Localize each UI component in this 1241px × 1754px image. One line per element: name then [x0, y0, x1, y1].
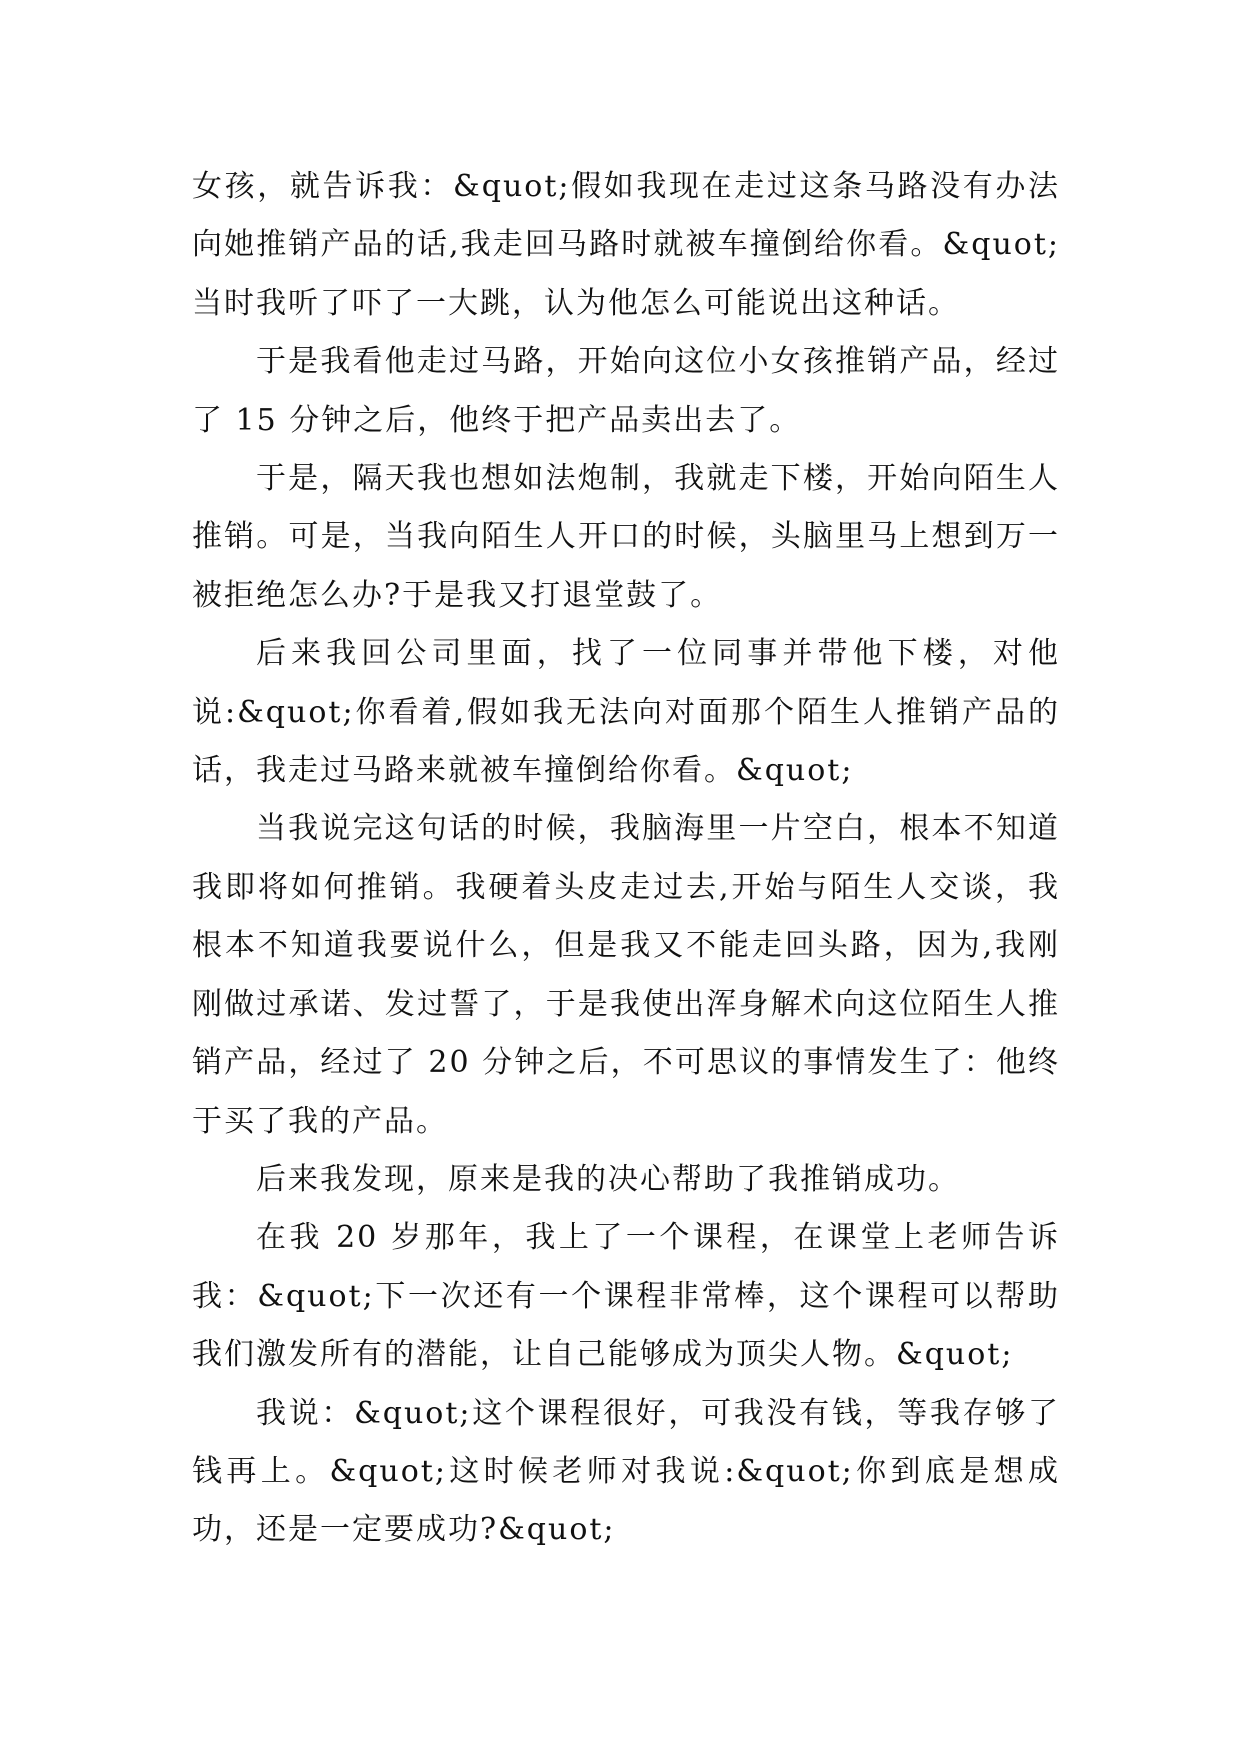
paragraph-6: 后来我发现，原来是我的决心帮助了我推销成功。	[256, 1161, 960, 1197]
paragraph-1: 女孩，就告诉我：&quot;假如我现在走过这条马路没有办法向她推销产品的话,我走回马路时就被车撞倒给你看。&quot;当时我听了吓了一大跳，认为他怎么可能说出这种话。	[192, 169, 1060, 321]
paragraph-5: 当我说完这句话的时候，我脑海里一片空白，根本不知道我即将如何推销。我硬着头皮走过去,开始与陌生人交谈，我根本不知道我要说什么，但是我又不能走回头路，因为,我刚刚做过承诺、发过誓了，于是我使出浑身解术向这位陌生人推销产品，经过了 20 分钟之后，不可思议的事情发生了：他终于买了我的产品。	[192, 811, 1060, 1139]
body-text	[192, 158, 1060, 1560]
paragraph-2: 于是我看他走过马路，开始向这位小女孩推销产品，经过了 15 分钟之后，他终于把产品卖出去了。	[192, 344, 1060, 438]
paragraph-7: 在我 20 岁那年，我上了一个课程，在课堂上老师告诉我：&quot;下一次还有一个课程非常棒，这个课程可以帮助我们激发所有的潜能，让自己能够成为顶尖人物。&quot;	[192, 1220, 1060, 1373]
paragraph-8: 我说：&quot;这个课程很好，可我没有钱，等我存够了钱再上。&quot;这时候老师对我说:&quot;你到底是想成功，还是一定要成功?&quot;	[192, 1395, 1060, 1548]
paragraph-4: 后来我回公司里面，找了一位同事并带他下楼，对他说:&quot;你看着,假如我无法向对面那个陌生人推销产品的话，我走过马路来就被车撞倒给你看。&quot;	[192, 636, 1060, 789]
paragraph-3: 于是，隔天我也想如法炮制，我就走下楼，开始向陌生人推销。可是，当我向陌生人开口的时候，头脑里马上想到万一被拒绝怎么办?于是我又打退堂鼓了。	[192, 461, 1060, 613]
